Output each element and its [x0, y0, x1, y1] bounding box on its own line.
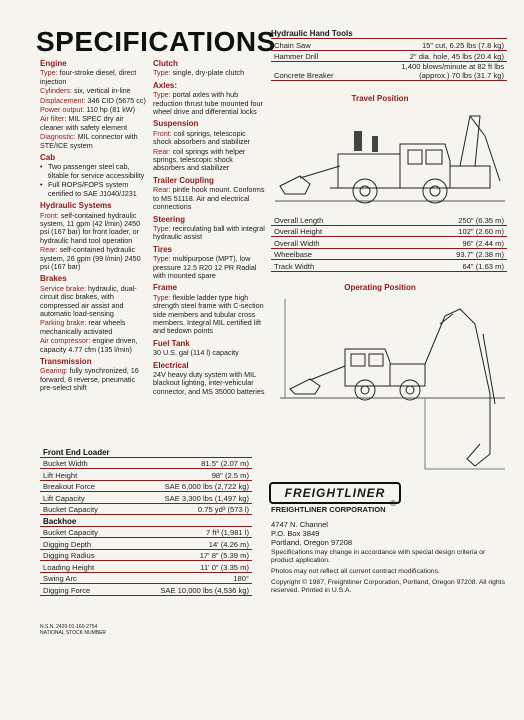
spec-item — [153, 130, 265, 147]
row-label: Wheelbase — [271, 248, 391, 260]
spec-key: Type: — [153, 223, 173, 233]
table-row — [271, 214, 507, 225]
row-label: Hammer Drill — [271, 50, 360, 62]
row-label: Chain Saw — [271, 39, 360, 50]
row-value: 15" cut, 6.25 lbs (7.8 kg) — [360, 39, 507, 50]
row-label: Swing Arc — [40, 572, 123, 584]
row-value: SAE 3,300 lbs (1,497 kg) — [125, 492, 252, 504]
address-line: P.O. Box 3849 — [271, 529, 320, 538]
row-label: Digging Force — [40, 584, 123, 596]
bullet-item: • Two passenger steel cab, tiltable for service accessibility — [40, 163, 148, 180]
company-name: FREIGHTLINER CORPORATION — [271, 505, 386, 514]
table-row — [40, 538, 252, 550]
spec-item — [40, 133, 148, 150]
table-row — [40, 584, 252, 596]
spec-value: 110 hp (81 kW) — [86, 105, 135, 115]
front-loader-table — [40, 446, 252, 515]
spec-key: Displacement: — [40, 95, 88, 105]
table-row — [40, 503, 252, 515]
spec-item — [40, 367, 148, 392]
spec-key: Air compressor: — [40, 336, 93, 346]
spec-item — [40, 97, 148, 105]
table-header-row — [40, 515, 252, 526]
row-label: Concrete Breaker — [271, 62, 360, 81]
section-heading: Electrical — [153, 360, 189, 370]
address-line: Portland, Oregon 97208 — [271, 538, 353, 547]
spec-value: engine driven, capacity 4.77 cfm (135 l/min) — [40, 336, 138, 354]
spec-item — [40, 87, 148, 95]
section-heading: Steering — [153, 214, 186, 224]
spec-value: six, vertical in-line — [73, 86, 131, 96]
equipment-specs — [40, 446, 252, 596]
spec-key: Gearing: — [40, 366, 70, 376]
spec-key: Rear: — [153, 185, 173, 195]
table-row — [271, 39, 507, 50]
row-label: Loading Height — [40, 561, 123, 573]
row-value: 2" dia. hole, 45 lbs (20.4 kg) — [360, 50, 507, 62]
note-line: Photos may not reflect all current contract modifications. — [271, 568, 440, 575]
spec-value: MIL SPEC dry air cleaner with safety element — [40, 114, 128, 132]
table-row — [271, 62, 507, 81]
row-label: Bucket Capacity — [40, 526, 123, 538]
spec-value: multipurpose (MPT), low pressure 12.5 R20 12 PR Radial with mounted spare — [153, 254, 257, 280]
spec-value: 30 U.S. gal (114 l) capacity — [153, 348, 239, 358]
spec-value: hydraulic, dual-circuit disc brakes, with compressed air assist and automatic load-sensing — [40, 283, 137, 318]
spec-key: Rear: — [153, 146, 173, 156]
registered-mark: ® — [390, 499, 396, 508]
spec-column-left — [40, 60, 148, 394]
spec-value: recirculating ball with integral hydraulic assist — [153, 223, 265, 242]
row-value: 93.7" (2.38 m) — [391, 248, 507, 260]
travel-position-drawing — [270, 106, 510, 214]
backhoe-table — [40, 515, 252, 596]
row-value: 180° — [123, 572, 252, 584]
row-value: 11' 0" (3.35 m) — [123, 561, 252, 573]
spec-value: self-contained hydraulic system, 26 gpm (99 l/min) 2450 psi (167 bar) — [40, 245, 141, 271]
spec-key: Diagnostic: — [40, 132, 78, 142]
spec-value: fully synchronized, 16 forward, 8 reverse, pneumatic pre-select shift — [40, 366, 139, 393]
row-label: Digging Radius — [40, 549, 123, 561]
dimensions-table — [271, 214, 507, 272]
spec-item — [153, 294, 265, 336]
spec-column-middle — [153, 60, 265, 397]
spec-key: Type: — [40, 68, 60, 78]
spec-item — [40, 337, 148, 354]
section-heading: Frame — [153, 283, 178, 293]
table-row — [40, 457, 252, 469]
spec-item — [40, 115, 148, 132]
table-header: Backhoe — [40, 515, 252, 526]
spec-item — [153, 148, 265, 173]
spec-key: Service brake: — [40, 283, 88, 293]
spec-value: portal axles with hub reduction thrust tube mounted four wheel drive and differential locks — [153, 90, 263, 117]
spec-value: single, dry-plate clutch — [172, 68, 245, 78]
table-row — [40, 549, 252, 561]
row-value: 102" (2.60 m) — [391, 225, 507, 237]
row-value: 250" (6.35 m) — [391, 214, 507, 225]
section-heading: Suspension — [153, 119, 199, 129]
row-label: Overall Width — [271, 237, 391, 249]
row-value: 1,400 blows/minute at 82 ft lbs (approx.) 70 lbs (31.7 kg) — [360, 62, 507, 81]
table-header: Front End Loader — [40, 446, 252, 457]
table-row — [40, 492, 252, 504]
operating-position-title: Operating Position — [344, 283, 416, 292]
spec-value: rear wheels mechanically activated — [40, 318, 126, 336]
row-value: 64" (1.63 m) — [391, 260, 507, 272]
company-address — [271, 520, 352, 547]
spec-value: pintle hook mount. Conforms to MS 51118. Air and electrical connections — [153, 185, 265, 212]
table-row — [40, 572, 252, 584]
row-value: SAE 10,000 lbs (4,536 kg) — [123, 584, 252, 596]
hand-tools-table — [271, 39, 507, 81]
table-row — [40, 469, 252, 481]
section-heading: Fuel Tank — [153, 338, 190, 348]
page-title: SPECIFICATIONS — [36, 26, 276, 57]
freightliner-logo: FREIGHTLINER — [269, 482, 401, 504]
spec-item — [40, 285, 148, 319]
section-heading: Transmission — [40, 357, 92, 366]
spec-value: four-stroke diesel, direct injection — [40, 68, 137, 86]
table-header-row — [40, 446, 252, 457]
row-label: Lift Height — [40, 469, 125, 481]
section-heading: Clutch — [153, 59, 178, 68]
travel-position-title: Travel Position — [351, 94, 409, 103]
hand-tools-header: Hydraulic Hand Tools — [271, 29, 507, 39]
row-label: Track Width — [271, 260, 391, 272]
bullet-item: • Full ROPS/FOPS system certified to SAE J1040/J231 — [40, 181, 148, 198]
row-label: Overall Length — [271, 214, 391, 225]
spec-item — [153, 186, 265, 211]
spec-key: Type: — [153, 68, 173, 78]
table-row — [271, 248, 507, 260]
row-value: 7 ft³ (1,981 l) — [123, 526, 252, 538]
spec-value: coil springs with helper springs, telescopic shock absorbers and stabilizer — [153, 146, 246, 173]
spec-value: 346 CID (5675 cc) — [87, 95, 146, 105]
section-heading: Trailer Coupling — [153, 175, 214, 185]
spec-value: 24V heavy duty system with MIL blackout lighting, inter-vehicular connector, and MS 35000 batteries — [153, 370, 265, 396]
spec-value: coil springs, telescopic shock absorbers and stabilizer — [153, 128, 251, 147]
spec-item — [40, 69, 148, 86]
spec-item — [153, 255, 265, 280]
row-label: Bucket Width — [40, 457, 125, 469]
spec-value: flexible ladder type high strength steel frame with C-section side members and tubular cross members. Integral MIL certified lift and tiedown points — [153, 292, 264, 336]
table-row — [40, 480, 252, 492]
section-heading: Axles: — [153, 80, 178, 90]
row-value: 17' 8" (5.39 m) — [123, 549, 252, 561]
legal-notes — [271, 549, 507, 598]
spec-item — [153, 225, 265, 242]
spec-key: Type: — [153, 254, 173, 264]
spec-value: MIL connector with STE/ICE system — [40, 132, 138, 150]
table-row — [40, 561, 252, 573]
row-label: Bucket Capacity — [40, 503, 125, 515]
spec-key: Cylinders: — [40, 86, 74, 96]
section-heading: Tires — [153, 244, 172, 254]
table-row — [271, 225, 507, 237]
spec-item — [40, 246, 148, 271]
table-row — [271, 237, 507, 249]
spec-item — [40, 106, 148, 114]
spec-value: self-contained hydraulic system, 11 gpm (42 l/min) 2450 psi (167 bar) for front loader, or hydraulic hand tool operation — [40, 210, 141, 245]
spec-item — [153, 371, 265, 396]
table-row — [271, 50, 507, 62]
spec-item — [153, 349, 265, 357]
note-line: Specifications may change in accordance with special design criteria or product application. — [271, 549, 486, 564]
row-value: SAE 6,000 lbs (2,722 kg) — [125, 480, 252, 492]
address-line: 4747 N. Channel — [271, 520, 328, 529]
row-value: 96" (2.44 m) — [391, 237, 507, 249]
row-label: Breakout Force — [40, 480, 125, 492]
spec-key: Power output: — [40, 105, 87, 115]
spec-key: Type: — [153, 292, 173, 302]
row-label: Lift Capacity — [40, 492, 125, 504]
row-value: 0.75 yd³ (573 l) — [125, 503, 252, 515]
hand-tools-section — [271, 29, 507, 81]
operating-position-drawing — [275, 294, 510, 476]
spec-item — [153, 91, 265, 116]
spec-key: Air filter: — [40, 114, 69, 124]
note-line: Copyright © 1987, Freightliner Corporation, Portland, Oregon 97208. All rights reserved. Printed in U.S.A. — [271, 579, 505, 594]
section-heading: Hydraulic Systems — [40, 201, 112, 211]
section-heading: Cab — [40, 153, 56, 163]
section-heading: Engine — [40, 59, 67, 68]
row-label: Digging Depth — [40, 538, 123, 550]
section-heading: Brakes — [40, 274, 67, 284]
row-value: 81.5" (2.07 m) — [125, 457, 252, 469]
spec-item — [40, 212, 148, 246]
spec-key: Type: — [153, 90, 173, 100]
table-row — [271, 260, 507, 272]
spec-item — [40, 319, 148, 336]
row-value: 14' (4.26 m) — [123, 538, 252, 550]
row-label: Overall Height — [271, 225, 391, 237]
spec-key: Parking brake: — [40, 318, 89, 328]
stock-number: N.S.N. 2420-01-160-2754 NATIONAL STOCK NUMBER — [40, 624, 107, 636]
spec-key: Rear: — [40, 245, 60, 255]
table-row — [40, 526, 252, 538]
spec-key: Front: — [40, 210, 61, 220]
spec-key: Front: — [153, 128, 174, 138]
spec-item — [153, 69, 265, 77]
row-value: 98" (2.5 m) — [125, 469, 252, 481]
